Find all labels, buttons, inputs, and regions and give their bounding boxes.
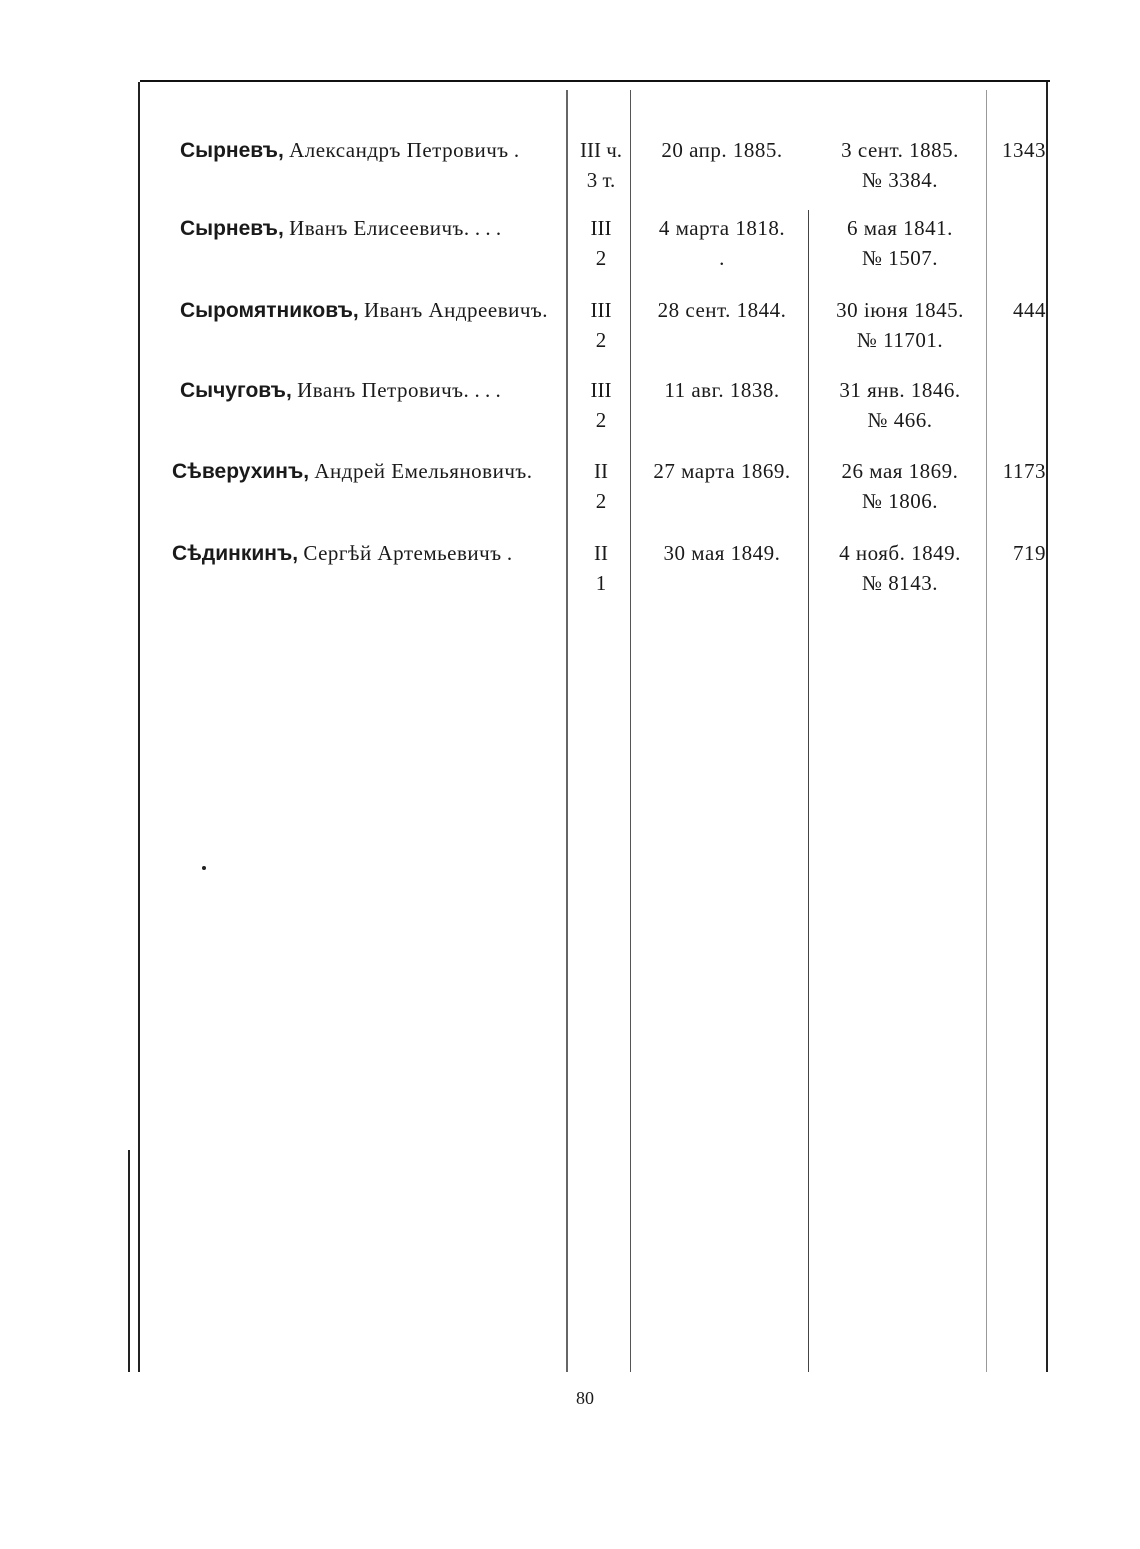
page-reference: 444: [1013, 298, 1046, 322]
date-end: 26 мая 1869. № 1806.: [812, 456, 988, 516]
order-number: № 8143.: [861, 571, 939, 595]
table-left-border-lower: [128, 1150, 130, 1372]
table-row: [0, 456, 1140, 526]
order-number: № 1806.: [861, 489, 939, 513]
table-row: [0, 295, 1140, 365]
table-row: [0, 135, 1140, 205]
given-name: Иванъ Андреевичъ.: [364, 298, 549, 322]
table-top-rule: [140, 80, 1050, 82]
order-number: № 1507.: [861, 246, 939, 270]
leader-dots: .: [513, 138, 520, 162]
page-number: 80: [576, 1388, 594, 1408]
date-start: 4 марта 1818. .: [658, 216, 786, 270]
given-name: Александръ Петровичъ: [289, 138, 509, 162]
surname: Сѣдинкинъ,: [172, 542, 299, 565]
person-name: [172, 456, 552, 487]
surname: Сыромятниковъ,: [180, 299, 359, 322]
date-start: 30 мая 1849.: [663, 541, 781, 565]
date-start: 27 марта 1869.: [653, 459, 791, 483]
date-end: 3 сент. 1885. № 3384.: [812, 135, 988, 195]
rank-class: III 2: [590, 298, 612, 352]
surname: Сычуговъ,: [180, 379, 292, 402]
rank-class: II 2: [594, 459, 608, 513]
order-number: № 11701.: [856, 328, 944, 352]
table-row: [0, 213, 1140, 283]
person-name: [180, 135, 560, 166]
rank-class: III 2: [590, 216, 612, 270]
order-number: № 3384.: [861, 168, 939, 192]
leader-dots: .: [506, 541, 513, 565]
page-reference: 1343: [1002, 138, 1046, 162]
rank-class: II 1: [594, 541, 608, 595]
date-end: 31 янв. 1846. № 466.: [812, 375, 988, 435]
date-end: 30 іюня 1845. № 11701.: [812, 295, 988, 355]
given-name: Иванъ Елисеевичъ.: [289, 216, 470, 240]
leader-dots: . . .: [474, 216, 502, 240]
table-row: [0, 375, 1140, 445]
surname: Сырневъ,: [180, 217, 284, 240]
date-start: 11 авг. 1838.: [664, 378, 780, 402]
surname: Сырневъ,: [180, 139, 284, 162]
rank-class: III ч. 3 т.: [579, 138, 623, 192]
page-reference: 719: [1013, 541, 1046, 565]
surname: Сѣверухинъ,: [172, 460, 310, 483]
given-name: Андрей Емельяновичъ.: [314, 459, 533, 483]
date-start: 20 апр. 1885.: [661, 138, 783, 162]
date-start: 28 сент. 1844.: [657, 298, 787, 322]
rank-class: III 2: [590, 378, 612, 432]
person-name: [180, 295, 560, 326]
order-number: № 466.: [867, 408, 933, 432]
date-end: 6 мая 1841. № 1507.: [812, 213, 988, 273]
person-name: [172, 538, 552, 569]
person-name: [180, 375, 560, 406]
ink-speck: [202, 866, 206, 870]
page-reference: 1173: [1002, 459, 1046, 483]
table-row: [0, 538, 1140, 608]
given-name: Иванъ Петровичъ.: [297, 378, 470, 402]
person-name: [180, 213, 560, 244]
date-end: 4 нояб. 1849. № 8143.: [812, 538, 988, 598]
leader-dots: . . .: [474, 378, 501, 402]
given-name: Сергѣй Артемьевичъ: [303, 541, 502, 565]
